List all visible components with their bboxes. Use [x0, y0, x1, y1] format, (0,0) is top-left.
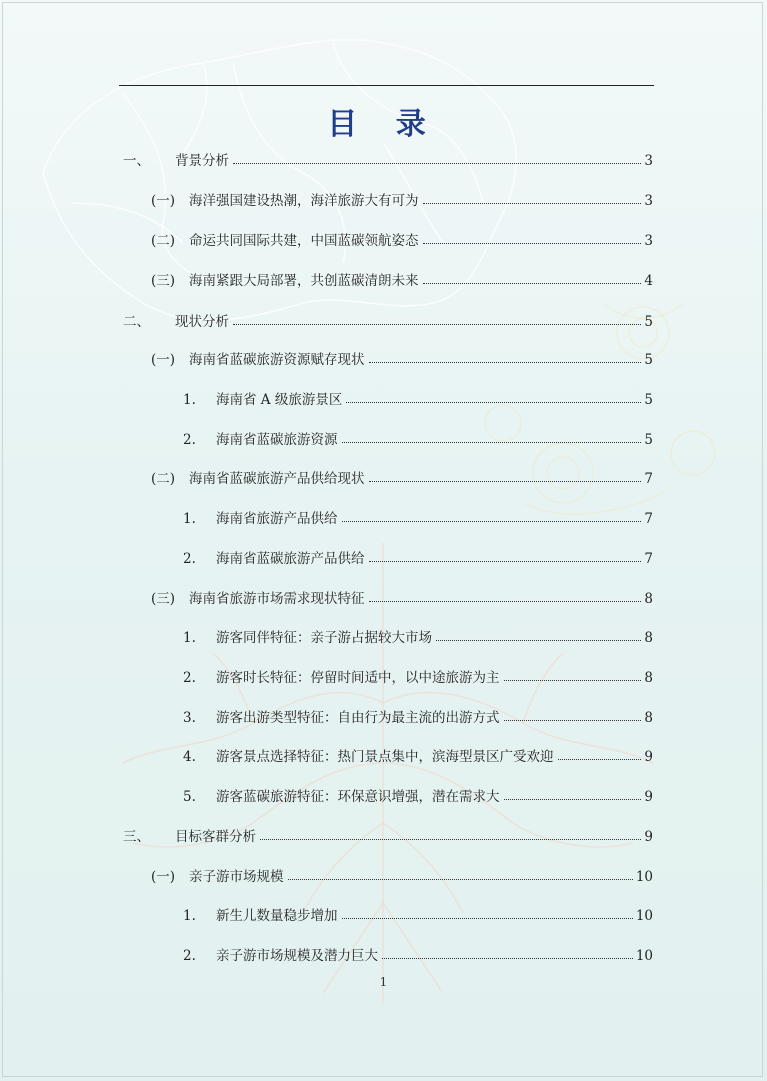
- toc-entry-number: (三): [151, 273, 176, 289]
- toc-entry[interactable]: [151, 269, 653, 293]
- toc-entry-title: 海南省蓝碳旅游产品供给: [216, 551, 365, 567]
- toc-entry-title: 海南省 A 级旅游景区: [216, 392, 343, 408]
- page-number: 1: [379, 975, 388, 989]
- toc-entry-title: 命运共同国际共建，中国蓝碳领航姿态: [189, 233, 419, 249]
- toc-entry-page: 5: [644, 314, 653, 330]
- toc-entry-title: 游客出游类型特征：自由行为最主流的出游方式: [216, 710, 500, 726]
- toc-leader-dots: [369, 591, 642, 602]
- toc-entry-number: (二): [151, 233, 176, 249]
- toc-entry-page: 10: [635, 869, 653, 885]
- toc-entry[interactable]: [183, 507, 653, 531]
- toc-entry[interactable]: [151, 229, 653, 253]
- toc-entry-title: 游客时长特征：停留时间适中，以中途旅游为主: [216, 670, 500, 686]
- toc-entry-page: 9: [644, 749, 653, 765]
- toc-leader-dots: [423, 233, 642, 244]
- toc-entry-page: 3: [644, 153, 653, 169]
- toc-leader-dots: [288, 869, 633, 880]
- toc-leader-dots: [558, 749, 642, 760]
- toc-leader-dots: [369, 471, 642, 482]
- toc-entry-title: 新生儿数量稳步增加: [216, 908, 338, 924]
- toc-entry-page: 8: [644, 591, 653, 607]
- toc-leader-dots: [369, 551, 642, 562]
- toc-entry-title: 海南省旅游市场需求现状特征: [189, 591, 365, 607]
- toc-entry[interactable]: [183, 706, 653, 730]
- toc-entry[interactable]: [183, 785, 653, 809]
- toc-entry-title: 海南省蓝碳旅游资源赋存现状: [189, 352, 365, 368]
- toc-entry-number: (一): [151, 869, 176, 885]
- toc-leader-dots: [346, 392, 641, 403]
- toc-entry-page: 3: [644, 233, 653, 249]
- toc-leader-dots: [423, 273, 642, 284]
- toc-leader-dots: [436, 630, 641, 641]
- toc-leader-dots: [260, 829, 641, 840]
- toc-entry-number: 1.: [183, 511, 196, 527]
- toc-entry[interactable]: [183, 388, 653, 412]
- toc-entry-page: 5: [644, 432, 653, 448]
- toc-entry-number: 2.: [183, 948, 196, 964]
- toc-entry-number: (二): [151, 471, 176, 487]
- toc-entry-page: 3: [644, 193, 653, 209]
- toc-entry[interactable]: [151, 348, 653, 372]
- toc-entry-title: 游客蓝碳旅游特征：环保意识增强，潜在需求大: [216, 789, 500, 805]
- toc-entry[interactable]: [183, 428, 653, 452]
- toc-entry[interactable]: [151, 587, 653, 611]
- toc-leader-dots: [423, 193, 642, 204]
- toc-entry-page: 8: [644, 710, 653, 726]
- toc-entry-number: 3.: [183, 710, 196, 726]
- toc-entry[interactable]: [151, 467, 653, 491]
- toc-entry[interactable]: [183, 626, 653, 650]
- toc-leader-dots: [342, 432, 642, 443]
- toc-entry[interactable]: [183, 745, 653, 769]
- toc-entry-title: 海洋强国建设热潮，海洋旅游大有可为: [189, 193, 419, 209]
- toc-entry-number: 2.: [183, 670, 196, 686]
- toc-entry-number: 2.: [183, 432, 196, 448]
- toc-entry[interactable]: [151, 865, 653, 889]
- toc-leader-dots: [504, 710, 642, 721]
- toc-entry-page: 10: [635, 948, 653, 964]
- toc-entry-title: 目标客群分析: [175, 829, 256, 845]
- toc-entry-number: 三、: [123, 829, 150, 845]
- toc-entry-page: 10: [635, 908, 653, 924]
- toc-entry[interactable]: [183, 904, 653, 928]
- toc-entry-title: 游客同伴特征：亲子游占据较大市场: [216, 630, 432, 646]
- toc-leader-dots: [342, 908, 633, 919]
- toc-entry-number: 1.: [183, 392, 196, 408]
- toc-leader-dots: [504, 789, 642, 800]
- toc-entry-number: 一、: [123, 153, 150, 169]
- toc-leader-dots: [369, 352, 642, 363]
- toc-leader-dots: [382, 948, 633, 959]
- toc-entry-title: 亲子游市场规模: [189, 869, 284, 885]
- toc-entry-title: 亲子游市场规模及潜力巨大: [216, 948, 378, 964]
- toc-leader-dots: [233, 153, 641, 164]
- toc-entry-page: 9: [644, 789, 653, 805]
- toc-entry[interactable]: [183, 666, 653, 690]
- toc-entry[interactable]: [123, 825, 653, 849]
- toc-entry-title: 背景分析: [175, 153, 229, 169]
- toc-entry-number: 1.: [183, 630, 196, 646]
- toc-entry-page: 5: [644, 392, 653, 408]
- toc-leader-dots: [504, 670, 642, 681]
- toc-entry-number: 5.: [183, 789, 196, 805]
- toc-entry-number: 2.: [183, 551, 196, 567]
- toc-entry-title: 现状分析: [175, 314, 229, 330]
- toc-entry-title: 游客景点选择特征：热门景点集中，滨海型景区广受欢迎: [216, 749, 554, 765]
- toc-entry-number: 1.: [183, 908, 196, 924]
- toc-leader-dots: [233, 314, 641, 325]
- table-of-contents: [3, 3, 763, 1077]
- toc-entry[interactable]: [123, 149, 653, 173]
- toc-entry-page: 4: [644, 273, 653, 289]
- toc-entry-number: (一): [151, 352, 176, 368]
- toc-entry-page: 9: [644, 829, 653, 845]
- toc-entry-page: 5: [644, 352, 653, 368]
- toc-entry-page: 7: [644, 551, 653, 567]
- toc-entry[interactable]: [123, 310, 653, 334]
- toc-entry-page: 7: [644, 471, 653, 487]
- document-page: [2, 2, 763, 1077]
- toc-entry-title: 海南省蓝碳旅游产品供给现状: [189, 471, 365, 487]
- toc-entry-number: (一): [151, 193, 176, 209]
- toc-leader-dots: [342, 511, 642, 522]
- toc-entry[interactable]: [183, 547, 653, 571]
- page-title: 目 录: [327, 107, 440, 142]
- toc-entry-title: 海南省蓝碳旅游资源: [216, 432, 338, 448]
- toc-entry[interactable]: [183, 944, 653, 968]
- toc-entry-title: 海南省旅游产品供给: [216, 511, 338, 527]
- toc-entry-number: 二、: [123, 314, 150, 330]
- toc-entry-page: 8: [644, 630, 653, 646]
- toc-entry-number: 4.: [183, 749, 196, 765]
- toc-entry-number: (三): [151, 591, 176, 607]
- toc-entry-page: 7: [644, 511, 653, 527]
- toc-entry-page: 8: [644, 670, 653, 686]
- toc-entry[interactable]: [151, 189, 653, 213]
- toc-entry-title: 海南紧跟大局部署，共创蓝碳清朗未来: [189, 273, 419, 289]
